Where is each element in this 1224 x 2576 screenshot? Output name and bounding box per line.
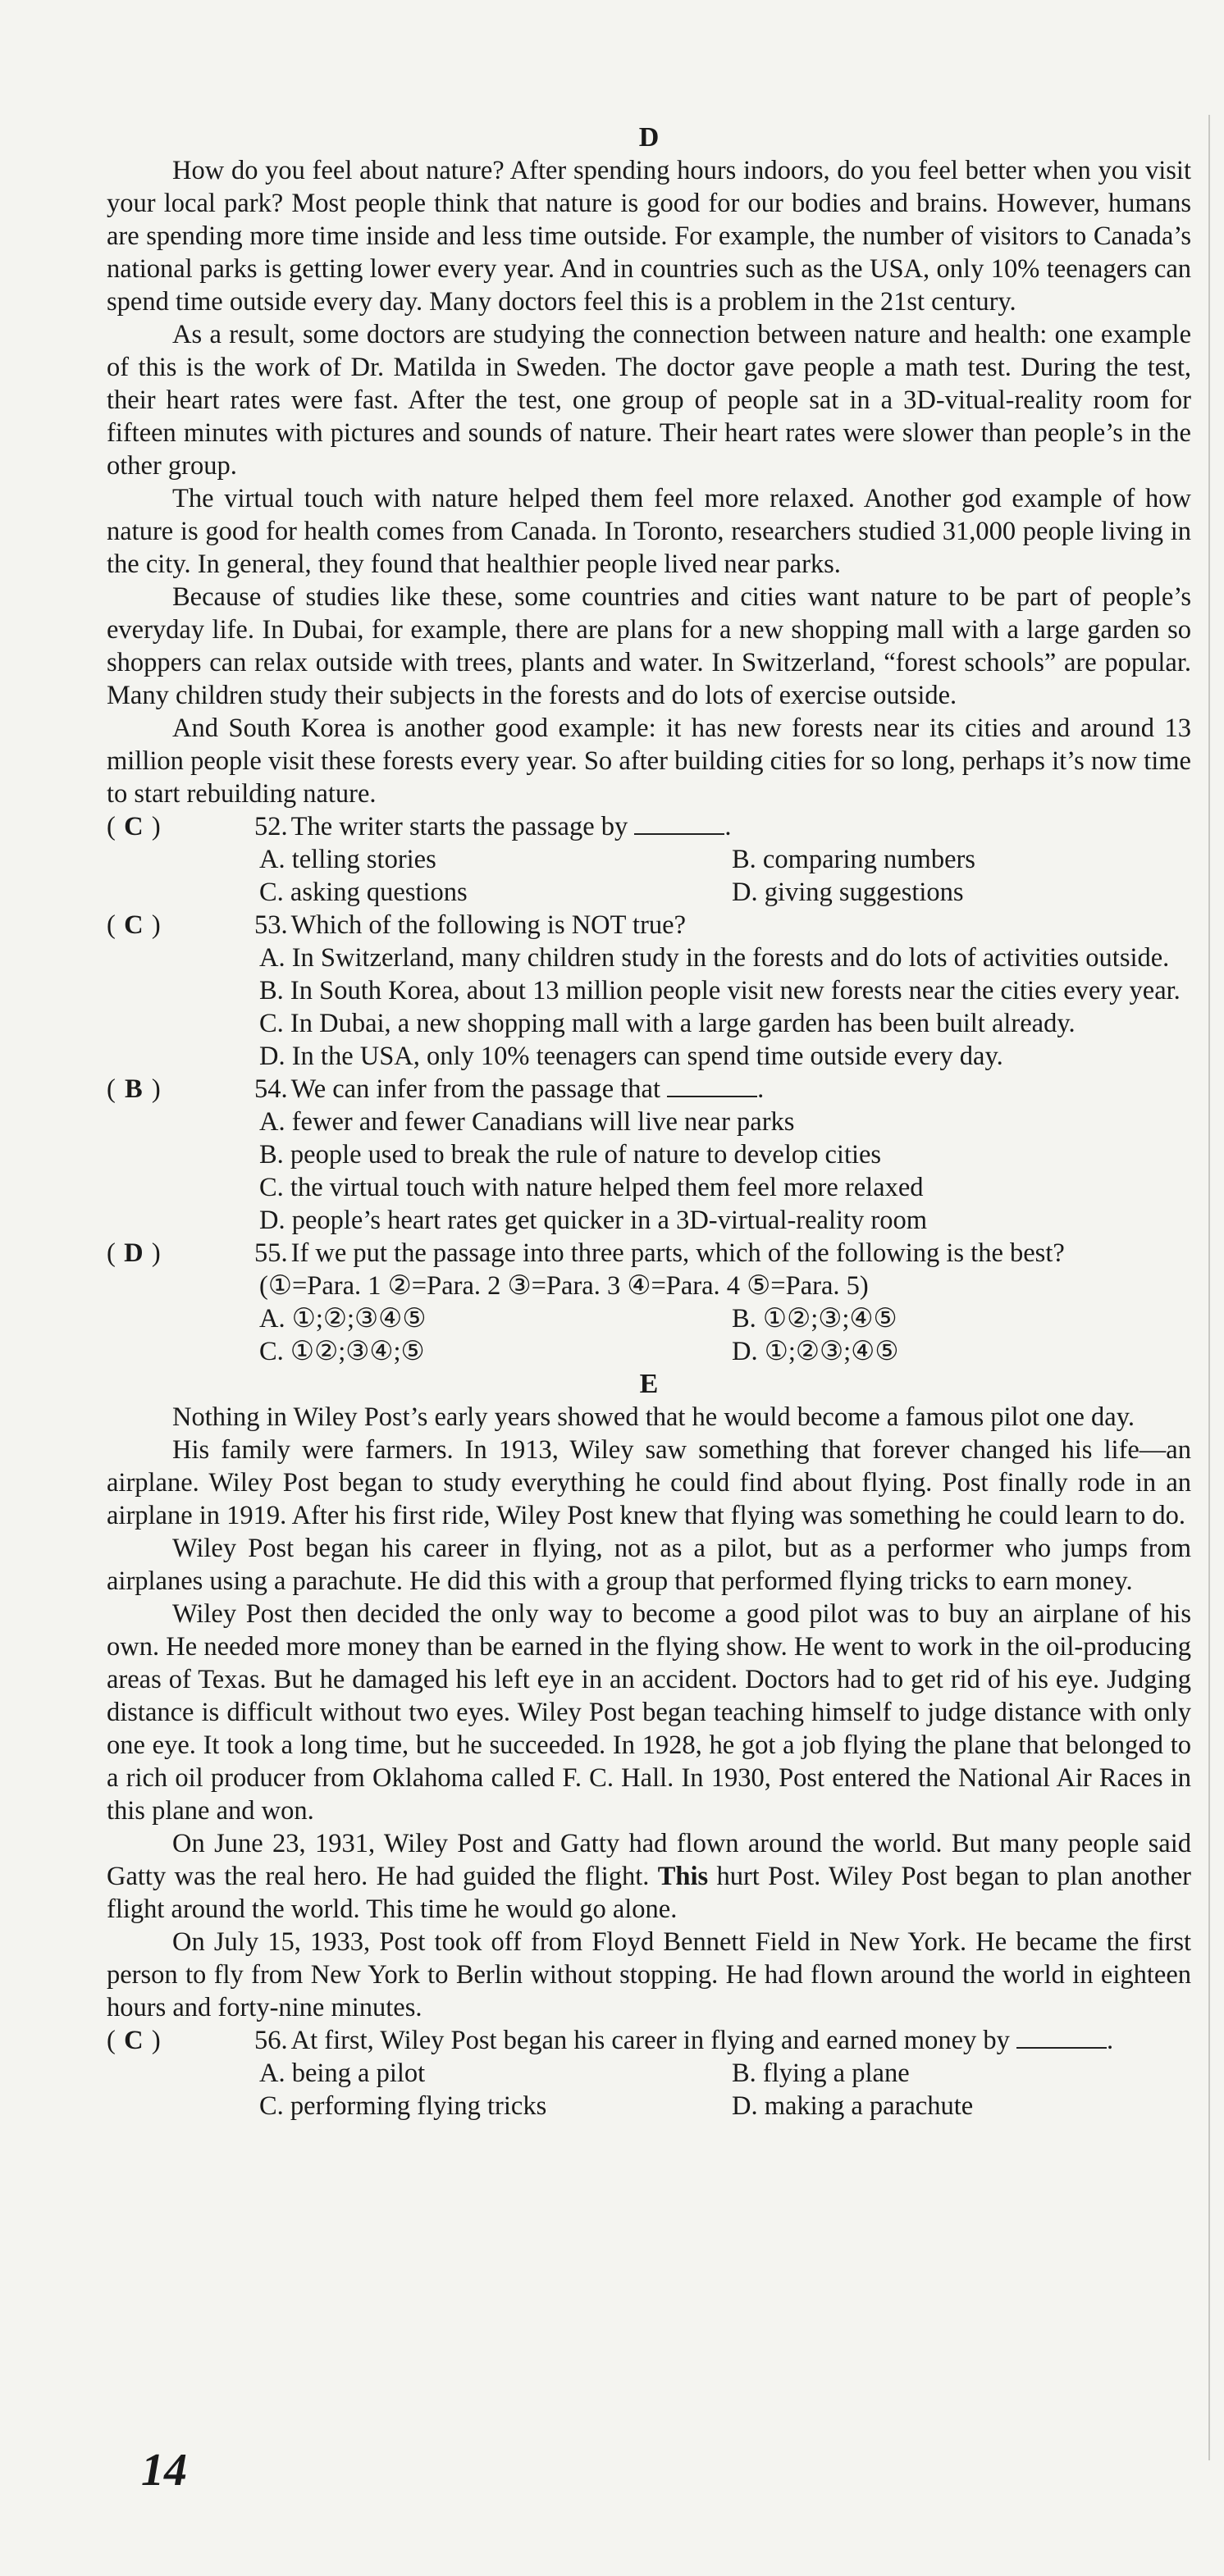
passage-d-paragraph-5: And South Korea is another good example: it has new forests near its cities and around 13 million people visit these forests every year. So after building cities for so long, perhaps it’s now time to start rebuilding nature. xyxy=(107,714,1191,809)
question-56-options xyxy=(107,2057,1191,2122)
question-53 xyxy=(107,909,1191,1073)
answer-blank xyxy=(667,1073,757,1097)
question-56 xyxy=(107,2024,1191,2122)
question-54-stem: 54. We can infer from the passage that . xyxy=(254,1074,765,1104)
page-number: 14 xyxy=(141,2445,187,2496)
answer-blank xyxy=(634,810,724,835)
option-a: A. fewer and fewer Canadians will live near parks xyxy=(259,1107,795,1137)
passage-d-paragraph-3: The virtual touch with nature helped them feel more relaxed. Another god example of how nature is good for health comes from Canada. In Toronto, researchers studied 31,000 people living in the city. In general, they found that healthier people lived near parks. xyxy=(107,484,1191,579)
passage-e-paragraph-4: Wiley Post then decided the only way to become a good pilot was to buy an airplane of his own. He needed more money than be earned in the flying show. He went to work in the oil-producing areas of Texas. But he damaged his left eye in an accident. Doctors had to get rid of his eye. Judging distance is difficult without two eyes. Wiley Post began teaching himself to judge distance with only one eye. It took a long time, but he succeeded. In 1928, he got a job flying the plane that belonged to a rich oil producer from Oklahoma called F. C. Hall. In 1930, Post entered the National Air Races in this plane and won. xyxy=(107,1599,1191,1826)
page-edge-divider xyxy=(1208,115,1210,2460)
answer-bracket: ( C ) xyxy=(107,910,161,940)
option-c: C. asking questions xyxy=(259,878,468,907)
answer-bracket: ( B ) xyxy=(107,1074,161,1104)
answer-bracket: ( C ) xyxy=(107,812,161,841)
option-a: A. In Switzerland, many children study in the forests and do lots of activities outside. xyxy=(259,943,1170,973)
answer-55: D xyxy=(124,1238,144,1268)
answer-53: C xyxy=(124,910,144,940)
emphasized-word-this: This xyxy=(657,1862,709,1891)
passage-d-paragraph-2: As a result, some doctors are studying the connection between nature and health: one example of this is the work of Dr. Matilda in Sweden. The doctor gave people a math test. During the test, their heart rates were fast. After the test, one group of people sat in a 3D-vitual-reality room for fifteen minutes with pictures and sounds of nature. Their heart rates were slower than people’s in the other group. xyxy=(107,320,1191,481)
answer-blank xyxy=(1016,2024,1107,2049)
answer-54: B xyxy=(124,1074,143,1104)
section-d-title: D xyxy=(638,122,660,153)
answer-56: C xyxy=(124,2026,144,2055)
option-c: C. ①②;③④;⑤ xyxy=(259,1337,425,1366)
option-a: A. being a pilot xyxy=(259,2059,426,2088)
question-55 xyxy=(107,1237,1191,1368)
option-b: B. In South Korea, about 13 million people visit new forests near the cities every year. xyxy=(259,976,1181,1005)
passage-e-paragraph-2: His family were farmers. In 1913, Wiley saw something that forever changed his life—an airplane. Wiley Post began to study everything he could find about flying. Post finally rode in an airplane in 1919. After his first ride, Wiley Post knew that flying was something he could learn to do. xyxy=(107,1435,1191,1530)
passage-e-paragraph-3: Wiley Post began his career in flying, not as a pilot, but as a performer who jumps from airplanes using a parachute. He did this with a group that performed flying tricks to earn money. xyxy=(107,1534,1191,1596)
question-53-options xyxy=(107,941,1191,1073)
question-52 xyxy=(107,810,1191,909)
passage-e-paragraph-6: On July 15, 1933, Post took off from Floyd Bennett Field in New York. He became the first person to fly from New York to Berlin without stopping. He had flown around the world in eighteen hours and forty-nine minutes. xyxy=(107,1927,1191,2022)
option-d: D. In the USA, only 10% teenagers can spend time outside every day. xyxy=(259,1042,1003,1071)
option-a: A. ①;②;③④⑤ xyxy=(259,1304,427,1334)
option-c: C. In Dubai, a new shopping mall with a large garden has been built already. xyxy=(259,1009,1076,1038)
question-52-options xyxy=(107,843,1191,909)
answer-52: C xyxy=(124,812,144,841)
passage-e-paragraph-1: Nothing in Wiley Post’s early years showed that he would become a famous pilot one day. xyxy=(172,1402,1135,1432)
passage-d-paragraph-1: How do you feel about nature? After spending hours indoors, do you feel better when you visit your local park? Most people think that nature is good for our bodies and brains. However, humans are spending more time inside and less time outside. For example, the number of visitors to Canada’s national parks is getting lower every year. And in countries such as the USA, only 10% teenagers can spend time outside every day. Many doctors feel this is a problem in the 21st century. xyxy=(107,156,1191,317)
passage-e-paragraph-5: On June 23, 1931, Wiley Post and Gatty had flown around the world. But many people said Gatty was the real hero. He had guided the flight. This hurt Post. Wiley Post began to plan another flight around the world. This time he would go alone. xyxy=(107,1829,1192,1924)
option-d: D. ①;②③;④⑤ xyxy=(732,1337,899,1366)
option-c: C. performing flying tricks xyxy=(259,2091,547,2121)
option-b: B. flying a plane xyxy=(732,2059,910,2088)
question-55-legend: (①=Para. 1 ②=Para. 2 ③=Para. 3 ④=Para. 4 ⑤=Para. 5) xyxy=(259,1271,869,1301)
question-54-options xyxy=(107,1106,1191,1237)
question-55-options xyxy=(107,1302,1191,1368)
option-b: B. comparing numbers xyxy=(732,845,975,874)
option-b: B. ①②;③;④⑤ xyxy=(732,1304,897,1334)
section-e-title: E xyxy=(639,1369,659,1399)
option-c: C. the virtual touch with nature helped them feel more relaxed xyxy=(259,1173,924,1202)
question-56-stem: 56. At first, Wiley Post began his career in flying and earned money by . xyxy=(254,2026,1114,2055)
option-d: D. people’s heart rates get quicker in a 3D-virtual-reality room xyxy=(259,1206,928,1235)
question-53-stem: 53. Which of the following is NOT true? xyxy=(254,910,686,940)
passage-d-paragraph-4: Because of studies like these, some countries and cities want nature to be part of people’s everyday life. In Dubai, for example, there are plans for a new shopping mall with a large garden so shoppers can relax outside with trees, plants and water. In Switzerland, “forest schools” are popular. Many children study their subjects in the forests and do lots of exercise outside. xyxy=(107,582,1191,710)
option-d: D. making a parachute xyxy=(732,2091,974,2121)
option-d: D. giving suggestions xyxy=(732,878,964,907)
question-54 xyxy=(107,1073,1191,1237)
question-52-stem: 52. The writer starts the passage by . xyxy=(254,812,732,841)
option-b: B. people used to break the rule of nature to develop cities xyxy=(259,1140,882,1169)
question-55-stem: 55. If we put the passage into three parts, which of the following is the best? xyxy=(254,1238,1065,1268)
option-a: A. telling stories xyxy=(259,845,436,874)
answer-bracket: ( D ) xyxy=(107,1238,161,1268)
answer-bracket: ( C ) xyxy=(107,2026,161,2055)
